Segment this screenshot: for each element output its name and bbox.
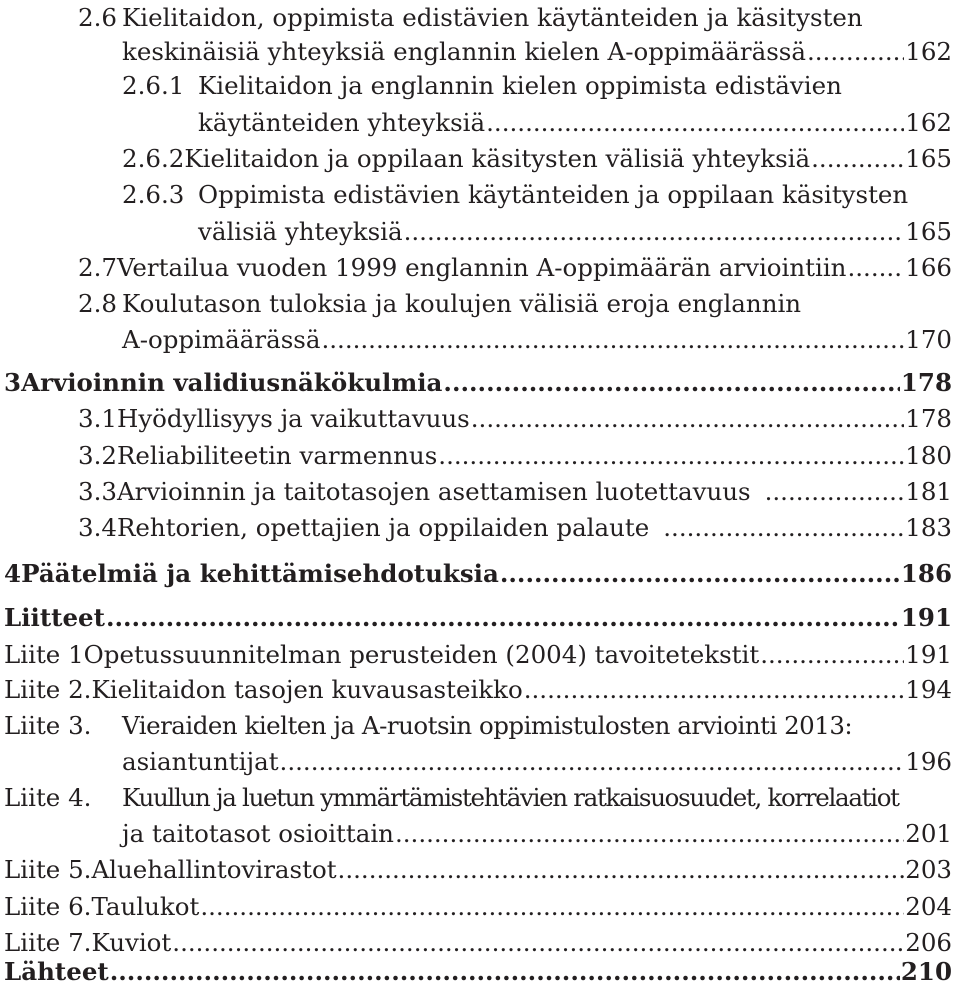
- entry-title: Hyödyllisyys ja vaikuttavuus: [116, 404, 470, 433]
- dot-leader: [395, 816, 904, 852]
- entry-title: Koulutason tuloksia ja koulujen välisiä eroja englannin: [122, 289, 802, 318]
- toc-chapter-3: [4, 365, 952, 401]
- entry-title: asiantuntijat: [122, 747, 279, 776]
- toc-entry-2-6-1: [122, 68, 842, 104]
- toc-entry-3-4: [78, 510, 952, 546]
- entry-title: Kuviot: [91, 928, 172, 957]
- page-number: 203: [905, 855, 952, 884]
- entry-title: Kielitaidon, oppimista edistävien käytänteiden ja käsitysten: [122, 3, 863, 32]
- entry-title: Kielitaidon tasojen kuvausasteikko: [91, 675, 523, 704]
- toc-appendix-3-cont: [122, 744, 952, 780]
- entry-title: välisiä yhteyksiä: [198, 217, 403, 246]
- entry-title: Rehtorien, opettajien ja oppilaiden palaute: [116, 513, 650, 542]
- dot-leader: [807, 34, 904, 70]
- dot-leader: [200, 889, 904, 925]
- entry-title: Vertailua vuoden 1999 englannin A-oppimäärän arviointiin: [116, 253, 847, 282]
- toc-appendix-3: [4, 708, 852, 744]
- page-number: 178: [905, 404, 952, 433]
- dot-leader: [338, 852, 905, 888]
- entry-number: Liite 5.: [4, 855, 92, 884]
- dot-leader: [524, 672, 905, 708]
- entry-number: Liite 3.: [4, 711, 92, 740]
- entry-title: Reliabiliteetin varmennus: [116, 441, 438, 470]
- entry-number: 3.3: [78, 477, 117, 506]
- entry-title: Vieraiden kielten ja A-ruotsin oppimistulosten arviointi 2013:: [122, 711, 853, 740]
- entry-number: Liite 7.: [4, 928, 92, 957]
- toc-entry-2-6-3: [122, 177, 908, 213]
- entry-number: Liite 2.: [4, 675, 92, 704]
- page-number: 201: [905, 819, 952, 848]
- page-number: 191: [905, 640, 952, 669]
- page-number: 180: [905, 441, 952, 470]
- entry-title: Aluehallintovirastot: [91, 855, 337, 884]
- dot-leader: [765, 474, 905, 510]
- toc-appendix-1: [4, 637, 952, 673]
- dot-leader: [321, 322, 904, 358]
- entry-title: Liitteet: [4, 603, 105, 632]
- page-number: 162: [905, 37, 952, 66]
- toc-appendix-6: [4, 889, 952, 925]
- page-number: 204: [905, 892, 952, 921]
- entry-number: 2.6: [78, 3, 117, 32]
- page-number: 178: [900, 368, 952, 397]
- toc-references: [4, 954, 952, 990]
- dot-leader: [438, 438, 904, 474]
- toc-entry-3-3: [78, 474, 952, 510]
- entry-title: Päätelmiä ja kehittämisehdotuksia: [21, 559, 499, 588]
- toc-chapter-4: [4, 556, 952, 592]
- entry-number: 3.2: [78, 441, 117, 470]
- page-number: 206: [905, 928, 952, 957]
- toc-entry-2-7: [78, 250, 952, 286]
- dot-leader: [443, 365, 899, 401]
- dot-leader: [486, 105, 904, 141]
- entry-title: keskinäisiä yhteyksiä englannin kielen A-oppimäärässä: [122, 37, 806, 66]
- toc-entry-2-6: [78, 0, 863, 36]
- entry-number: 2.7: [78, 253, 117, 282]
- page-number: 170: [905, 325, 952, 354]
- dot-leader: [663, 510, 904, 546]
- entry-title: Kielitaidon ja englannin kielen oppimista edistävien: [198, 71, 842, 100]
- dot-leader: [760, 637, 904, 673]
- entry-title: Opetussuunnitelman perusteiden (2004) tavoitetekstit: [83, 640, 760, 669]
- entry-title: Arvioinnin ja taitotasojen asettamisen luotettavuus: [116, 477, 751, 506]
- entry-number: 2.8: [78, 289, 117, 318]
- dot-leader: [500, 556, 900, 592]
- entry-number: 3.4: [78, 513, 117, 542]
- dot-leader: [404, 214, 905, 250]
- entry-title: Oppimista edistävien käytänteiden ja oppilaan käsitysten: [198, 180, 909, 209]
- toc-entry-2-6-3-cont: [198, 214, 952, 250]
- toc-entry-3-2: [78, 438, 952, 474]
- entry-title: Taulukot: [91, 892, 200, 921]
- toc-entry-2-6-cont: [122, 34, 952, 70]
- entry-title: Arvioinnin validiusnäkökulmia: [21, 368, 443, 397]
- toc-appendices: [4, 600, 952, 636]
- entry-number: Liite 1: [4, 640, 84, 669]
- toc-entry-2-6-1-cont: [198, 105, 952, 141]
- page-number: 162: [905, 108, 952, 137]
- page-number: 186: [900, 559, 952, 588]
- entry-title: Lähteet: [4, 957, 109, 986]
- toc-entry-3-1: [78, 401, 952, 437]
- page-number: 166: [905, 253, 952, 282]
- entry-number: 2.6.1: [122, 71, 185, 100]
- entry-number: 3.1: [78, 404, 117, 433]
- entry-number: Liite 6.: [4, 892, 92, 921]
- toc-entry-2-8-cont: [122, 322, 952, 358]
- toc-entry-2-8: [78, 286, 801, 322]
- dot-leader: [471, 401, 904, 437]
- page-number: 194: [905, 675, 952, 704]
- dot-leader: [280, 744, 905, 780]
- page-number: 196: [905, 747, 952, 776]
- dot-leader: [811, 141, 904, 177]
- entry-number: 3: [4, 368, 22, 397]
- entry-number: Liite 4.: [4, 783, 92, 812]
- page-number: 191: [900, 603, 952, 632]
- dot-leader: [106, 600, 900, 636]
- entry-title: Kuullun ja luetun ymmärtämistehtävien ratkaisuosuudet, korrelaatiot: [122, 783, 899, 812]
- page-number: 181: [905, 477, 952, 506]
- page-number: 165: [905, 144, 952, 173]
- entry-number: 2.6.3: [122, 180, 185, 209]
- dot-leader: [847, 250, 904, 286]
- page-number: 165: [905, 217, 952, 246]
- page-number: 183: [905, 513, 952, 542]
- entry-number: 2.6.2: [122, 144, 185, 173]
- entry-title: käytänteiden yhteyksiä: [198, 108, 486, 137]
- dot-leader: [110, 954, 900, 990]
- toc-appendix-5: [4, 852, 952, 888]
- toc-entry-2-6-2: [122, 141, 952, 177]
- entry-title: Kielitaidon ja oppilaan käsitysten välisiä yhteyksiä: [184, 144, 811, 173]
- toc-appendix-4-cont: [122, 816, 952, 852]
- entry-number: 4: [4, 559, 22, 588]
- toc-appendix-2: [4, 672, 952, 708]
- entry-title: A-oppimäärässä: [122, 325, 321, 354]
- entry-title: ja taitotasot osioittain: [122, 819, 394, 848]
- toc-appendix-4: [4, 780, 899, 816]
- page-number: 210: [900, 957, 952, 986]
